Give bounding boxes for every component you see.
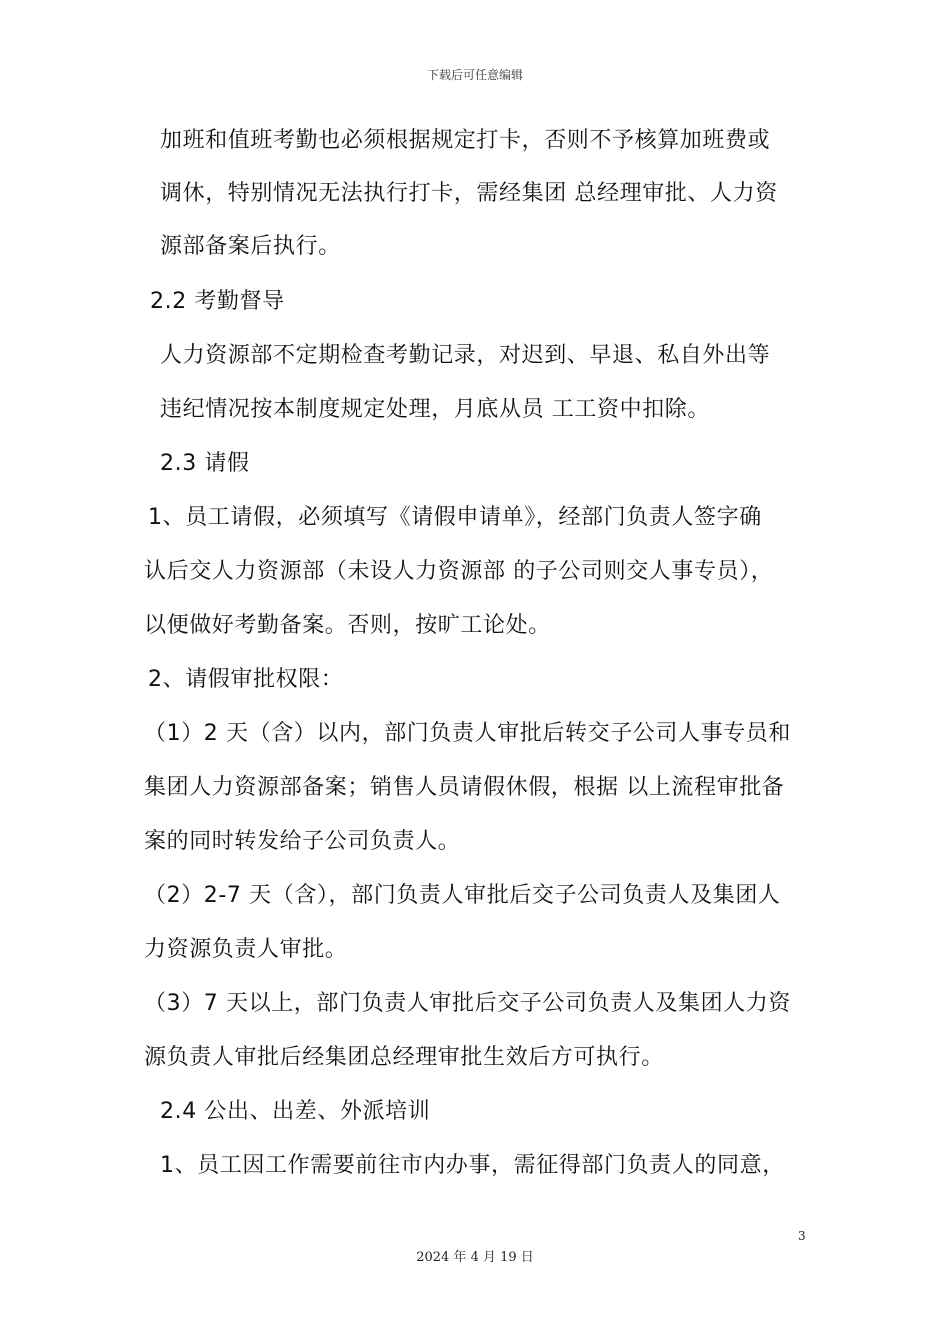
section-heading-2-3: 2.3 请假 [160, 451, 250, 476]
paragraph-line: 2、请假审批权限： [148, 667, 344, 692]
paragraph-line: 认后交人力资源部（未设人力资源部 的子公司则交人事专员）， [144, 559, 774, 584]
paragraph-line: （2）2-7 天（含），部门负责人审批后交子公司负责人及集团人 [144, 883, 781, 908]
paragraph-line: （1）2 天（含）以内，部门负责人审批后转交子公司人事专员和 [144, 721, 791, 746]
paragraph-line: 1、员工请假，必须填写《请假申请单》，经部门负责人签字确 [148, 505, 762, 530]
section-heading-2-2: 2.2 考勤督导 [150, 289, 285, 314]
paragraph-line: 案的同时转发给子公司负责人。 [144, 829, 461, 854]
paragraph-line: （3）7 天以上，部门负责人审批后交子公司负责人及集团人力资 [144, 991, 791, 1016]
paragraph-line: 以便做好考勤备案。否则，按旷工论处。 [144, 613, 551, 638]
paragraph-line: 集团人力资源部备案；销售人员请假休假，根据 以上流程审批备 [144, 775, 785, 800]
page-header: 下载后可任意编辑 [426, 68, 523, 82]
page-number: 3 [798, 1229, 806, 1243]
paragraph-line: 1、员工因工作需要前往市内办事，需征得部门负责人的同意， [160, 1153, 785, 1178]
section-heading-2-4: 2.4 公出、出差、外派培训 [160, 1099, 431, 1124]
document-body [0, 112, 950, 1222]
paragraph-line: 调休，特别情况无法执行打卡，需经集团 总经理审批、人力资 [160, 181, 778, 206]
page-date: 2024 年 4 月 19 日 [416, 1250, 534, 1265]
paragraph-line: 加班和值班考勤也必须根据规定打卡，否则不予核算加班费或 [160, 128, 771, 153]
paragraph-line: 源负责人审批后经集团总经理审批生效后方可执行。 [144, 1045, 664, 1070]
paragraph-line: 源部备案后执行。 [160, 234, 341, 259]
paragraph-line: 人力资源部不定期检查考勤记录，对迟到、早退、私自外出等 [160, 343, 771, 368]
paragraph-line: 违纪情况按本制度规定处理，月底从员 工工资中扣除。 [160, 397, 710, 422]
paragraph-line: 力资源负责人审批。 [144, 937, 348, 962]
